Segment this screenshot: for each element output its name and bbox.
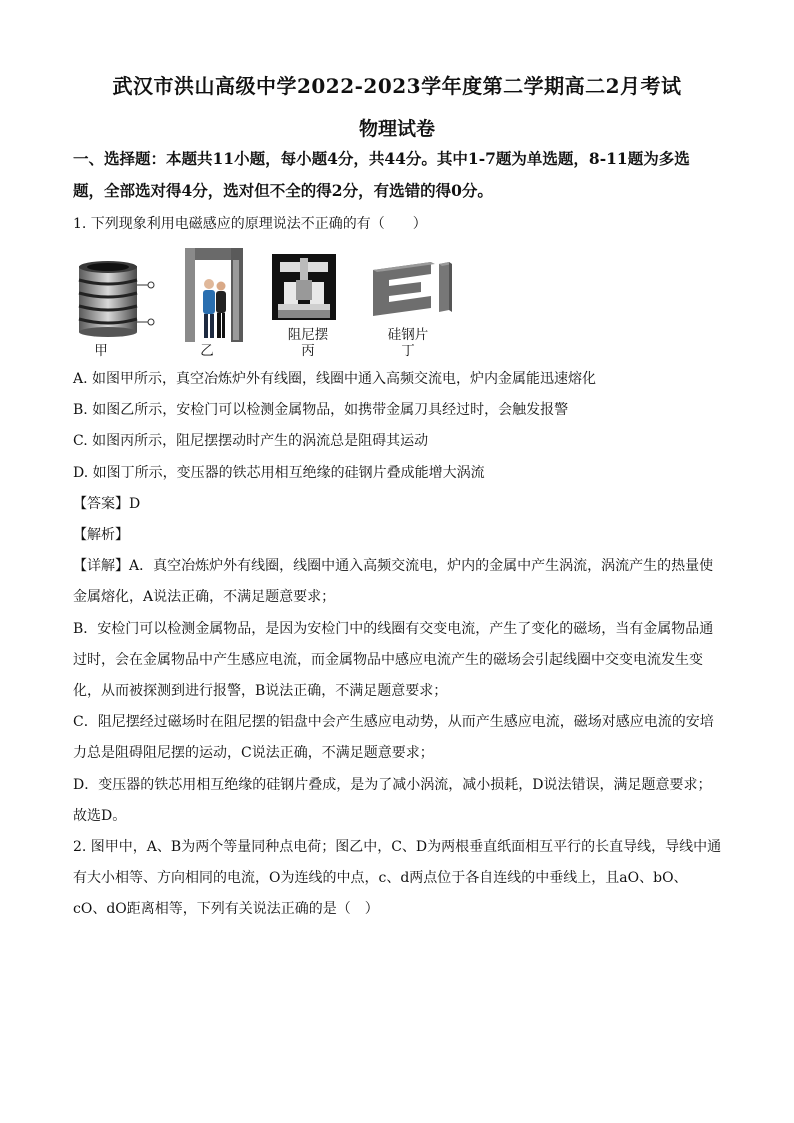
- page-title: 武汉市洪山高级中学2022-2023学年度第二学期高二2月考试: [112, 74, 682, 98]
- question-1-option-b: B. 如图乙所示，安检门可以检测金属物品，如携带金属刀具经过时，会触发报警: [73, 402, 569, 418]
- question-1-analysis-heading: 【解析】: [73, 527, 129, 543]
- detail-c-line-2: 力总是阻碍阻尼摆的运动，C说法正确，不满足题意要求；: [73, 745, 434, 761]
- damping-pendulum-icon: [272, 254, 336, 320]
- figure-label-silicon-steel: 硅钢片: [387, 327, 429, 343]
- question-2-line-3: cO、dO距离相等，下列有关说法正确的是（ ）: [73, 901, 379, 917]
- figure-caption-yi: 乙: [200, 343, 214, 359]
- detail-d-line-2: 故选D。: [73, 808, 127, 824]
- question-1-stem: 1. 下列现象利用电磁感应的原理说法不正确的有（ ）: [73, 216, 427, 232]
- question-2-line-1: 2. 图甲中，A、B为两个等量同种点电荷；图乙中，C、D为两根垂直纸面相互平行的长直导线，导线中通: [73, 839, 722, 855]
- section-instructions-line-1: 一、选择题：本题共11小题，每小题4分，共44分。其中1-7题为单选题，8-11题为多选: [73, 149, 690, 168]
- silicon-steel-icon: [365, 260, 461, 322]
- question-1-option-c: C. 如图丙所示，阻尼摆摆动时产生的涡流总是阻碍其运动: [73, 433, 429, 449]
- figure-label-damping-pendulum: 阻尼摆: [287, 327, 329, 343]
- question-1-option-d: D. 如图丁所示，变压器的铁芯用相互绝缘的硅钢片叠成能增大涡流: [73, 465, 485, 481]
- figure-caption-jia: 甲: [94, 343, 108, 359]
- detail-a-line-2: 金属熔化，A说法正确，不满足题意要求；: [73, 589, 336, 605]
- question-1-figures: [73, 252, 473, 362]
- detail-b-line-2: 过时，会在金属物品中产生感应电流，而金属物品中感应电流产生的磁场会引起线圈中交变电流发生变: [73, 652, 703, 668]
- section-instructions-line-2: 题，全部选对得4分，选对但不全的得2分，有选错的得0分。: [73, 181, 493, 200]
- coil-furnace-icon: [73, 260, 155, 338]
- figure-caption-ding: 丁: [401, 343, 415, 359]
- page-subtitle: 物理试卷: [358, 118, 435, 140]
- detail-c-line-1: C．阻尼摆经过磁场时在阻尼摆的铝盘中会产生感应电动势，从而产生感应电流，磁场对感应电流的安培: [73, 714, 714, 730]
- question-2-line-2: 有大小相等、方向相同的电流，O为连线的中点，c、d两点位于各自连线的中垂线上，且aO、bO、: [73, 870, 688, 886]
- detail-b-line-3: 化，从而被探测到进行报警，B说法正确，不满足题意要求；: [73, 683, 448, 699]
- question-1-option-a: A. 如图甲所示，真空冶炼炉外有线圈，线圈中通入高频交流电，炉内金属能迅速熔化: [73, 371, 597, 387]
- detail-a-line-1: 【详解】A．真空冶炼炉外有线圈，线圈中通入高频交流电，炉内的金属中产生涡流，涡流产生的热量使: [73, 558, 714, 574]
- figure-caption-bing: 丙: [301, 343, 315, 359]
- detail-d-line-1: D．变压器的铁芯用相互绝缘的硅钢片叠成，是为了减小涡流，减小损耗，D说法错误，满足题意要求；: [73, 777, 712, 793]
- question-1-answer: 【答案】D: [73, 496, 141, 512]
- detail-b-line-1: B．安检门可以检测金属物品，是因为安检门中的线圈有交变电流，产生了变化的磁场，当有金属物品通: [73, 621, 714, 637]
- security-gate-icon: [175, 244, 247, 344]
